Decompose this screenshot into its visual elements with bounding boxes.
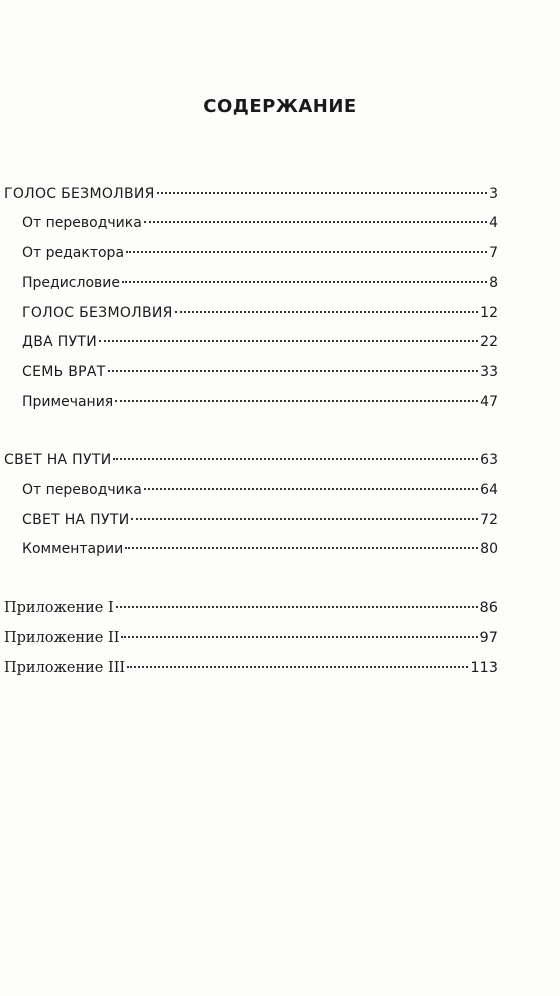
toc-item-notes[interactable] — [22, 391, 498, 413]
toc-entry-page: 4 — [489, 215, 498, 231]
toc-entry-title: Приложение III — [4, 660, 126, 676]
dot-leader — [175, 311, 478, 313]
toc-entry-page: 12 — [480, 305, 498, 321]
toc-entry-page: 7 — [489, 245, 498, 261]
dot-leader — [144, 221, 487, 223]
toc-item-translator-note[interactable] — [22, 212, 498, 234]
toc-item-seven-gates[interactable] — [22, 361, 498, 383]
toc-entry-page: 8 — [489, 275, 498, 291]
toc-entry-page: 3 — [489, 186, 498, 202]
toc-entry-page: 33 — [480, 364, 498, 380]
toc-entry-title: ГОЛОС БЕЗМОЛВИЯ — [22, 305, 173, 321]
toc-entry-title: СВЕТ НА ПУТИ — [4, 452, 112, 468]
dot-leader — [122, 281, 487, 283]
dot-leader — [113, 458, 478, 460]
dot-leader — [116, 606, 478, 608]
toc-item-preface[interactable] — [22, 272, 498, 294]
toc-entry-title: Предисловие — [22, 275, 120, 291]
toc-entry-title: Приложение II — [4, 630, 120, 646]
toc-entry-title: От переводчика — [22, 215, 142, 231]
toc-appendix-1[interactable] — [4, 597, 498, 619]
toc-entry-title: ГОЛОС БЕЗМОЛВИЯ — [4, 186, 155, 202]
toc-entry-page: 72 — [480, 512, 498, 528]
dot-leader — [125, 547, 478, 549]
toc-entry-page: 22 — [480, 334, 498, 350]
dot-leader — [121, 636, 477, 638]
toc-entry-page: 80 — [480, 541, 498, 557]
page-title: СОДЕРЖАНИЕ — [203, 96, 357, 117]
toc-entry-title: Примечания — [22, 394, 114, 410]
toc-entry-page: 47 — [480, 394, 498, 410]
dot-leader — [115, 400, 478, 402]
dot-leader — [144, 488, 478, 490]
toc-entry-page: 64 — [480, 482, 498, 498]
dot-leader — [157, 192, 487, 194]
toc-entry-page: 97 — [479, 630, 498, 646]
toc-item-two-paths[interactable] — [22, 331, 498, 353]
toc-appendix-2[interactable] — [4, 627, 498, 649]
dot-leader — [127, 666, 468, 668]
toc-entry-page: 86 — [479, 600, 498, 616]
toc-entry-title: От переводчика — [22, 482, 142, 498]
toc-entry-page: 113 — [470, 660, 498, 676]
dot-leader — [131, 518, 478, 520]
dot-leader — [126, 251, 487, 253]
toc-appendix-3[interactable] — [4, 657, 498, 679]
toc-item-voice-of-silence[interactable] — [22, 302, 498, 324]
toc-entry-page: 63 — [480, 452, 498, 468]
toc-item-light-on-path[interactable] — [22, 509, 498, 531]
toc-entry-title: Приложение I — [4, 600, 114, 616]
toc-item-translator-note-2[interactable] — [22, 479, 498, 501]
toc-entry-title: СВЕТ НА ПУТИ — [22, 512, 130, 528]
toc-entry-title: От редактора — [22, 245, 125, 261]
toc-section-voice-of-silence[interactable] — [4, 183, 498, 205]
dot-leader — [108, 370, 479, 372]
dot-leader — [99, 340, 478, 342]
toc-entry-title: ДВА ПУТИ — [22, 334, 98, 350]
toc-section-light-on-path[interactable] — [4, 449, 498, 471]
toc-entry-title: Комментарии — [22, 541, 124, 557]
toc-item-commentary[interactable] — [22, 538, 498, 560]
toc-entry-title: СЕМЬ ВРАТ — [22, 364, 106, 380]
toc-item-editor-note[interactable] — [22, 242, 498, 264]
